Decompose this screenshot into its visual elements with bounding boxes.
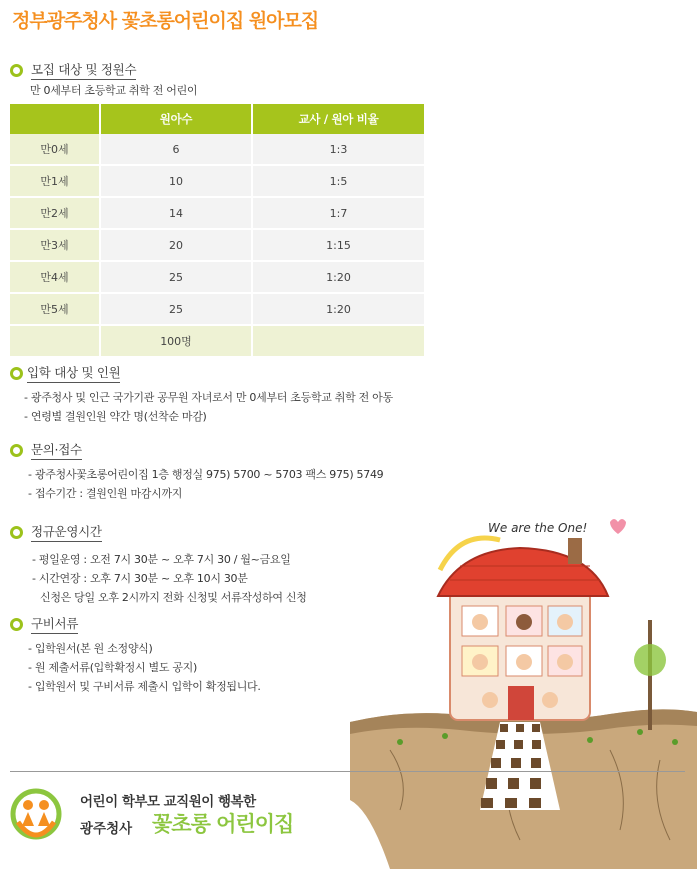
recruit-section-title: 모집 대상 및 정원수 bbox=[31, 60, 136, 80]
age-cell: 만2세 bbox=[10, 197, 100, 229]
age-cell: 만4세 bbox=[10, 261, 100, 293]
ratio-cell: 1:3 bbox=[252, 134, 424, 165]
kindergarten-house-illustration bbox=[350, 510, 697, 869]
recruit-subtitle: 만 0세부터 초등학교 취학 전 어린이 bbox=[30, 84, 198, 97]
admission-line: - 광주청사 및 인근 국가기관 공무원 자녀로서 만 0세부터 초등학교 취학 전 아동 bbox=[24, 391, 393, 404]
table-row bbox=[10, 165, 424, 197]
hours-line: 신청은 당일 오후 2시까지 전화 신청및 서류작성하여 신청 bbox=[40, 591, 307, 604]
page-title: 정부광주청사 꽃초롱어린이집 원아모집 bbox=[12, 10, 319, 32]
table-row bbox=[10, 197, 424, 229]
count-cell: 14 bbox=[100, 197, 252, 229]
hours-section-header bbox=[10, 522, 102, 542]
header-count: 원아수 bbox=[100, 104, 252, 134]
footer-divider bbox=[10, 771, 685, 772]
enrollment-table bbox=[10, 104, 424, 356]
ratio-cell: 1:5 bbox=[252, 165, 424, 197]
admission-line: - 연령별 결원인원 약간 명(선착순 마감) bbox=[24, 410, 207, 423]
kindergarten-logo-icon bbox=[8, 788, 64, 840]
table-row bbox=[10, 229, 424, 261]
total-label-cell bbox=[10, 325, 100, 356]
count-cell: 25 bbox=[100, 261, 252, 293]
ratio-cell: 1:20 bbox=[252, 293, 424, 325]
contact-line: - 광주청사꽃초롱어린이집 1층 행정실 975) 5700 ~ 5703 팩스 975) 5749 bbox=[28, 468, 384, 481]
documents-section-header bbox=[10, 614, 78, 634]
count-cell: 10 bbox=[100, 165, 252, 197]
age-cell: 만5세 bbox=[10, 293, 100, 325]
table-row bbox=[10, 293, 424, 325]
house-door bbox=[508, 686, 534, 720]
total-count-cell: 100명 bbox=[100, 325, 252, 356]
recruit-section-header bbox=[10, 60, 136, 80]
ratio-cell: 1:20 bbox=[252, 261, 424, 293]
age-cell: 만0세 bbox=[10, 134, 100, 165]
hours-line: - 시간연장 : 오후 7시 30분 ~ 오후 10시 30분 bbox=[32, 572, 248, 585]
table-header-row bbox=[10, 104, 424, 134]
header-ratio: 교사 / 원아 비율 bbox=[252, 104, 424, 134]
contact-section-header bbox=[10, 440, 82, 460]
documents-section-title: 구비서류 bbox=[31, 614, 78, 634]
table-total-row bbox=[10, 325, 424, 356]
hours-section-title: 정규운영시간 bbox=[31, 522, 102, 542]
ratio-cell: 1:15 bbox=[252, 229, 424, 261]
illustration-slogan: We are the One! bbox=[488, 521, 588, 535]
documents-line: - 입학원서 및 구비서류 제출시 입학이 확정됩니다. bbox=[28, 680, 261, 693]
age-cell: 만1세 bbox=[10, 165, 100, 197]
header-age bbox=[10, 104, 100, 134]
documents-line: - 입학원서(본 원 소정양식) bbox=[28, 642, 153, 655]
bullet-ring-icon bbox=[10, 64, 23, 77]
documents-line: - 원 제출서류(입학확정시 별도 공지) bbox=[28, 661, 198, 674]
table-row bbox=[10, 261, 424, 293]
count-cell: 25 bbox=[100, 293, 252, 325]
bullet-ring-icon bbox=[10, 367, 23, 380]
admission-section-title: 입학 대상 및 인원 bbox=[27, 363, 120, 383]
tree-top bbox=[634, 644, 666, 676]
footer-place: 광주청사 bbox=[80, 821, 133, 837]
bullet-ring-icon bbox=[10, 526, 23, 539]
admission-section-header bbox=[10, 363, 120, 383]
count-cell: 20 bbox=[100, 229, 252, 261]
table-row bbox=[10, 134, 424, 165]
ratio-cell: 1:7 bbox=[252, 197, 424, 229]
bullet-ring-icon bbox=[10, 444, 23, 457]
footer-name: 꽃초롱 어린이집 bbox=[152, 812, 294, 836]
total-empty-cell bbox=[252, 325, 424, 356]
count-cell: 6 bbox=[100, 134, 252, 165]
chimney bbox=[568, 538, 582, 564]
heart-icon bbox=[610, 519, 626, 534]
bullet-ring-icon bbox=[10, 618, 23, 631]
footer-slogan: 어린이 학부모 교직원이 행복한 bbox=[80, 794, 256, 810]
age-cell: 만3세 bbox=[10, 229, 100, 261]
hours-line: - 평일운영 : 오전 7시 30분 ~ 오후 7시 30 / 월~금요일 bbox=[32, 553, 291, 566]
contact-line: - 접수기간 : 결원인원 마감시까지 bbox=[28, 487, 183, 500]
contact-section-title: 문의·접수 bbox=[31, 440, 82, 460]
house-roof bbox=[438, 548, 608, 596]
